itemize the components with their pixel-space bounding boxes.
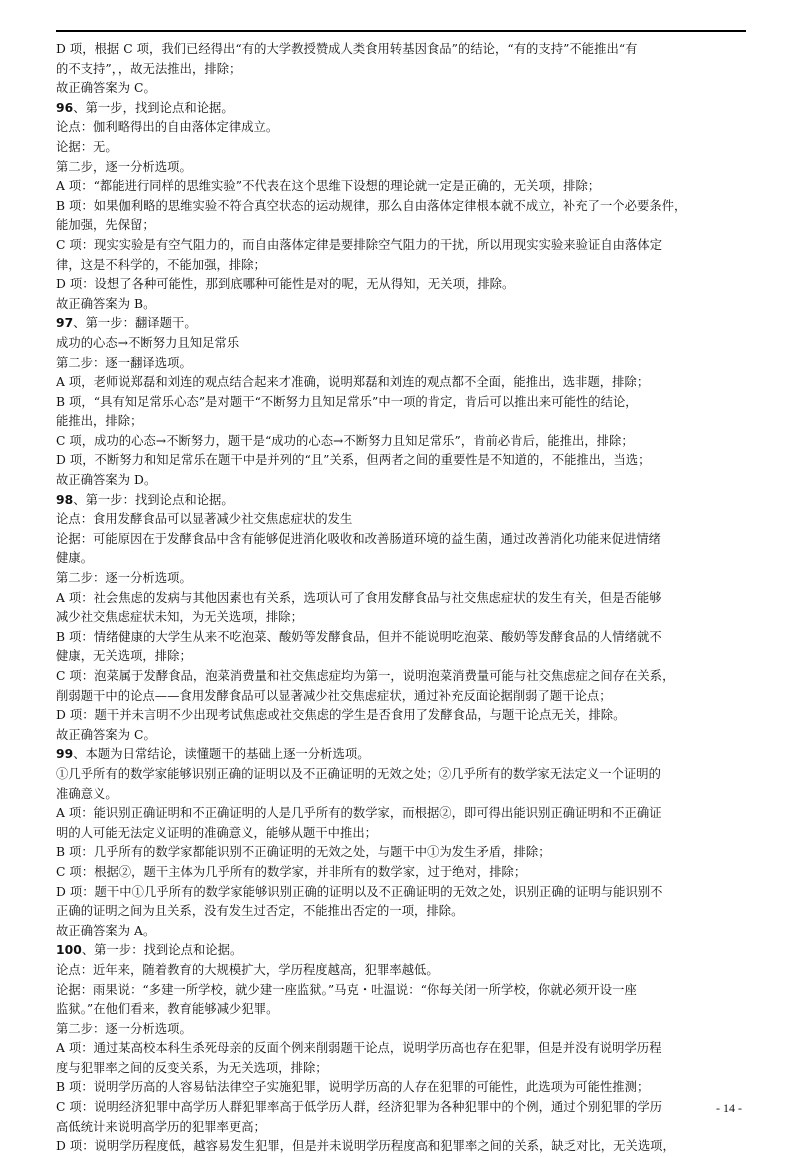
question-number: 100 bbox=[56, 943, 82, 958]
page-number: - 14 - bbox=[716, 1101, 742, 1115]
text-line bbox=[56, 1118, 748, 1138]
text-line bbox=[56, 628, 748, 648]
line-text: 故正确答案为 C。 bbox=[56, 727, 156, 742]
text-line bbox=[56, 687, 748, 707]
question-heading bbox=[56, 314, 748, 334]
line-text: D 项，根据 C 项，我们已经得出“有的大学教授赞成人类食用转基因食品”的结论，“有的支持”不能推出“有 bbox=[56, 42, 638, 56]
line-text: 第二步：逐一分析选项。 bbox=[56, 571, 192, 586]
line-text: 论据：无。 bbox=[56, 139, 118, 154]
text-line bbox=[56, 843, 748, 863]
text-line bbox=[56, 706, 748, 726]
text-line bbox=[56, 765, 748, 785]
line-text: 故正确答案为 A。 bbox=[56, 923, 156, 938]
text-line bbox=[56, 589, 748, 609]
line-text: 健康，无关选项，排除； bbox=[56, 649, 192, 664]
line-text: 、第一步：找到论点和论据。 bbox=[81, 943, 243, 958]
text-line bbox=[56, 177, 748, 197]
question-number: 99 bbox=[56, 747, 74, 762]
line-text: 故正确答案为 C。 bbox=[56, 81, 156, 96]
line-text: 论点：伽利略得出的自由落体定律成立。 bbox=[56, 120, 279, 135]
text-line bbox=[56, 569, 748, 589]
text-line bbox=[56, 432, 748, 452]
line-text: 第二步：逐一分析选项。 bbox=[56, 1021, 192, 1036]
text-line bbox=[56, 530, 748, 550]
text-line bbox=[56, 393, 748, 413]
text-line bbox=[56, 785, 748, 805]
text-line bbox=[56, 1020, 748, 1040]
line-text: C 项：根据②，题干主体为几乎所有的数学家，并非所有的数学家，过于绝对，排除； bbox=[56, 864, 527, 879]
line-text: B 项：如果伽利略的思维实验不符合真空状态的运动规律，那么自由落体定律根本就不成立，补充了一个必要条件， bbox=[56, 198, 687, 213]
line-text: B 项：说明学历高的人容易钻法律空子实施犯罪，说明学历高的人存在犯罪的可能性，此选项为可能性推测； bbox=[56, 1080, 650, 1095]
line-text: 成功的心态→不断努力且知足常乐 bbox=[56, 335, 240, 350]
text-line bbox=[56, 1039, 748, 1059]
text-line bbox=[56, 1078, 748, 1098]
line-text: C 项：说明经济犯罪中高学历人群犯罪率高于低学历人群，经济犯罪为各种犯罪中的个例，通过个别犯罪的学历 bbox=[56, 1100, 663, 1115]
question-heading bbox=[56, 941, 748, 961]
line-text: 第二步，逐一分析选项。 bbox=[56, 159, 192, 174]
text-line bbox=[56, 883, 748, 903]
text-line bbox=[56, 824, 748, 844]
line-text: B 项：几乎所有的数学家都能识别不正确证明的无效之处，与题干中①为发生矛盾，排除； bbox=[56, 845, 551, 860]
text-line bbox=[56, 256, 748, 276]
line-text: 减少社交焦虑症状未知，为无关选项，排除； bbox=[56, 610, 303, 625]
text-line bbox=[56, 118, 748, 138]
text-line bbox=[56, 451, 748, 471]
line-text: 能推出，排除； bbox=[56, 414, 143, 429]
line-text: A 项：能识别正确证明和不正确证明的人是几乎所有的数学家，而根据②，即可得出能识别正确证明和不正确证 bbox=[56, 806, 662, 821]
line-text: 的不支持”，，故无法推出，排除； bbox=[56, 61, 242, 76]
line-text: 论点：近年来，随着教育的大规模扩大，学历程度越高，犯罪率越低。 bbox=[56, 962, 439, 977]
text-line bbox=[56, 471, 748, 491]
line-text: D 项：题干并未言明不少出现考试焦虑或社交焦虑的学生是否食用了发酵食品，与题干论点无关，排除。 bbox=[56, 708, 626, 723]
text-line bbox=[56, 981, 748, 1001]
line-text: D 项：设想了各种可能性，那到底哪种可能性是对的呢，无从得知，无关项，排除。 bbox=[56, 277, 515, 292]
text-line bbox=[56, 138, 748, 158]
text-line bbox=[56, 158, 748, 178]
line-text: 能加强，先保留； bbox=[56, 218, 155, 233]
text-line bbox=[56, 295, 748, 315]
line-text: D 项，不断努力和知足常乐在题干中是并列的“且”关系，但两者之间的重要性是不知道的，不能推出，当选； bbox=[56, 453, 651, 468]
line-text: 第二步：逐一翻译选项。 bbox=[56, 355, 192, 370]
text-line bbox=[56, 804, 748, 824]
header-rule bbox=[56, 30, 746, 32]
question-number: 96 bbox=[56, 100, 74, 115]
line-text: C 项：泡菜属于发酵食品，泡菜消费量和社交焦虑症均为第一，说明泡菜消费量可能与社交焦虑症之间存在关系， bbox=[56, 669, 675, 683]
text-line bbox=[56, 510, 748, 530]
line-text: C 项，成功的心态→不断努力，题干是“成功的心态→不断努力且知足常乐”，肯前必肯后，能推出，排除； bbox=[56, 433, 634, 448]
question-heading bbox=[56, 99, 748, 119]
line-text: 论点：食用发酵食品可以显著减少社交焦虑症状的发生 bbox=[56, 512, 353, 527]
line-text: B 项，“具有知足常乐心态”是对题干“不断努力且知足常乐”中一项的肯定，肯后可以推出来可能性的结论， bbox=[56, 394, 638, 409]
line-text: 正确的证明之间为且关系，没有发生过否定，不能推出否定的一项，排除。 bbox=[56, 904, 464, 919]
line-text: C 项：现实实验是有空气阻力的，而自由落体定律是要排除空气阻力的干扰，所以用现实实验来验证自由落体定 bbox=[56, 237, 663, 252]
line-text: 健康。 bbox=[56, 551, 94, 566]
line-text: D 项：说明学历程度低，越容易发生犯罪，但是并未说明学历程度高和犯罪率之间的关系，缺乏对比，无关选项， bbox=[56, 1139, 675, 1154]
text-line bbox=[56, 60, 748, 80]
text-line bbox=[56, 236, 748, 256]
text-line bbox=[56, 902, 748, 922]
question-number: 97 bbox=[56, 316, 74, 331]
text-line bbox=[56, 726, 748, 746]
text-line bbox=[56, 216, 748, 236]
line-text: 论据：雨果说：“多建一所学校，就少建一座监狱。”马克・吐温说：“你每关闭一所学校，你就必须开设一座 bbox=[56, 982, 637, 997]
line-text: 故正确答案为 B。 bbox=[56, 296, 156, 311]
text-line bbox=[56, 1059, 748, 1079]
question-heading bbox=[56, 745, 748, 765]
page-body bbox=[56, 40, 748, 1157]
text-line bbox=[56, 373, 748, 393]
text-line bbox=[56, 647, 748, 667]
line-text: 律，这是不科学的，不能加强，排除； bbox=[56, 257, 266, 272]
line-text: A 项，老师说郑磊和刘连的观点结合起来才准确，说明郑磊和刘连的观点都不全面，能推出，选非题，排除； bbox=[56, 375, 650, 390]
text-line bbox=[56, 922, 748, 942]
text-line bbox=[56, 1000, 748, 1020]
line-text: 论据：可能原因在于发酵食品中含有能够促进消化吸收和改善肠道环境的益生菌，通过改善消化功能来促进情绪 bbox=[56, 531, 661, 546]
text-line bbox=[56, 275, 748, 295]
text-line bbox=[56, 608, 748, 628]
line-text: 、本题为日常结论，读懂题干的基础上逐一分析选项。 bbox=[73, 747, 370, 762]
line-text: 、第一步：翻译题干。 bbox=[73, 316, 197, 331]
line-text: ①几乎所有的数学家能够识别正确的证明以及不正确证明的无效之处；②几乎所有的数学家无法定义一个证明的 bbox=[56, 766, 661, 781]
text-line bbox=[56, 1098, 748, 1118]
question-number: 98 bbox=[56, 492, 74, 507]
line-text: A 项：“都能进行同样的思维实验”不代表在这个思维下设想的理论就一定是正确的，无关项，排除； bbox=[56, 179, 601, 194]
text-line bbox=[56, 1137, 748, 1157]
line-text: 高低统计来说明高学历的犯罪率更高； bbox=[56, 1119, 266, 1134]
line-text: A 项：通过某高校本科生杀死母亲的反面个例来削弱题干论点，说明学历高也存在犯罪，但是并没有说明学历程 bbox=[56, 1041, 662, 1056]
line-text: B 项：情绪健康的大学生从来不吃泡菜、酸奶等发酵食品，但并不能说明吃泡菜、酸奶等发酵食品的人情绪就不 bbox=[56, 629, 662, 644]
line-text: 、第一步：找到论点和论据。 bbox=[73, 492, 234, 507]
line-text: 度与犯罪率之间的反变关系，为无关选项，排除； bbox=[56, 1060, 328, 1075]
line-text: 准确意义。 bbox=[56, 786, 118, 801]
text-line bbox=[56, 412, 748, 432]
text-line bbox=[56, 40, 748, 60]
text-line bbox=[56, 863, 748, 883]
line-text: D 项：题干中①几乎所有的数学家能够识别正确的证明以及不正确证明的无效之处，识别正确的证明与能识别不 bbox=[56, 884, 663, 899]
text-line bbox=[56, 549, 748, 569]
line-text: 故正确答案为 D。 bbox=[56, 473, 157, 488]
line-text: 明的人可能无法定义证明的准确意义，能够从题干中推出； bbox=[56, 825, 378, 840]
line-text: 削弱题干中的论点——食用发酵食品可以显著减少社交焦虑症状，通过补充反面论据削弱了题干论点； bbox=[56, 688, 612, 703]
text-line bbox=[56, 961, 748, 981]
text-line bbox=[56, 79, 748, 99]
text-line bbox=[56, 334, 748, 354]
line-text: 、第一步，找到论点和论据。 bbox=[73, 100, 234, 115]
question-heading bbox=[56, 491, 748, 511]
text-line bbox=[56, 197, 748, 217]
line-text: A 项：社会焦虑的发病与其他因素也有关系，选项认可了食用发酵食品与社交焦虑症状的发生有关，但是否能够 bbox=[56, 590, 662, 605]
text-line bbox=[56, 667, 748, 687]
line-text: 监狱。”在他们看来，教育能够减少犯罪。 bbox=[56, 1002, 279, 1017]
text-line bbox=[56, 354, 748, 374]
